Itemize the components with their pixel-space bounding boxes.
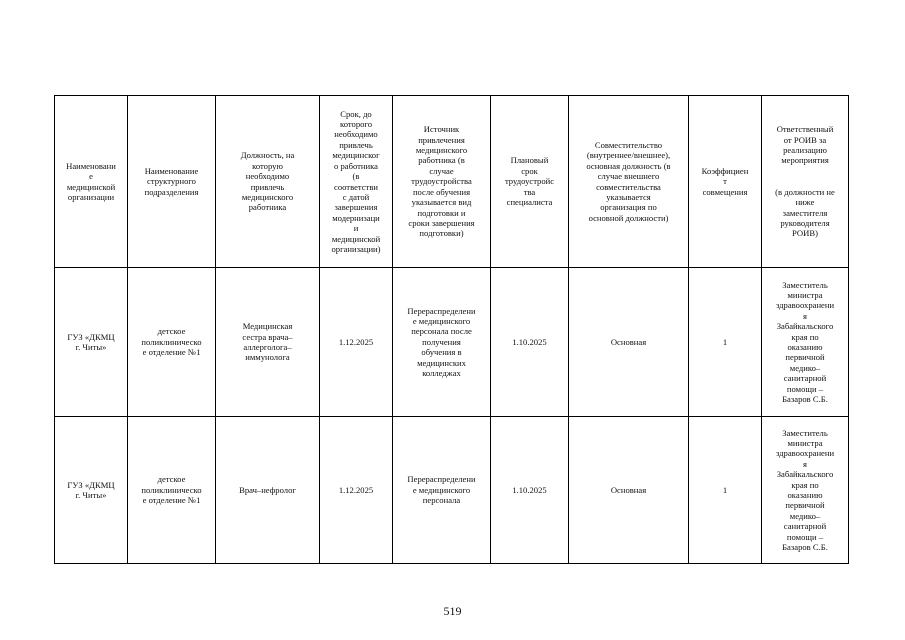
cell-position: Медицинская сестра врача– аллерголога– иммунолога — [216, 268, 320, 417]
table-row — [55, 417, 849, 564]
table-row — [55, 268, 849, 417]
cell-part-time-type: Основная — [569, 417, 689, 564]
header-planned-employment-date: Плановый срок трудоустройс тва специалиста — [491, 96, 569, 268]
header-position: Должность, на которую необходимо привлечь медицинского работника — [216, 96, 320, 268]
header-part-time-type: Совместительство (внутреннее/внешнее), основная должность (в случае внешнего совместительства указывается организация по основной должности) — [569, 96, 689, 268]
header-responsible-official: Ответственный от РОИВ за реализацию мероприятия (в должности не ниже заместителя руководителя РОИВ) — [762, 96, 849, 268]
header-recruitment-source: Источник привлечения медицинского работника (в случае трудоустройства после обучения указывается вид подготовки и сроки завершения подготовки) — [393, 96, 491, 268]
cell-deadline: 1.12.2025 — [320, 268, 393, 417]
cell-coefficient: 1 — [689, 268, 762, 417]
cell-organization: ГУЗ «ДКМЦ г. Читы» — [55, 268, 128, 417]
cell-organization: ГУЗ «ДКМЦ г. Читы» — [55, 417, 128, 564]
cell-structural-unit: детское поликлиническо е отделение №1 — [128, 417, 216, 564]
cell-position: Врач–нефролог — [216, 417, 320, 564]
staffing-table — [54, 95, 849, 564]
cell-planned-date: 1.10.2025 — [491, 268, 569, 417]
cell-recruitment-source: Перераспределени е медицинского персонала после получения обучения в медицинских колледжах — [393, 268, 491, 417]
cell-responsible-official: Заместитель министра здравоохранени я Забайкальского края по оказанию первичной медико– санитарной помощи – Базаров С.Б. — [762, 268, 849, 417]
header-deadline: Срок, до которого необходимо привлечь медицинског о работника (в соответстви с датой завершения модернизаци и медицинской организации) — [320, 96, 393, 268]
page-number: 519 — [443, 604, 462, 618]
header-structural-unit: Наименование структурного подразделения — [128, 96, 216, 268]
cell-recruitment-source: Перераспределени е медицинского персонала — [393, 417, 491, 564]
table-header-row — [55, 96, 849, 268]
header-combination-coefficient: Коэффициен т совмещения — [689, 96, 762, 268]
cell-structural-unit: детское поликлиническо е отделение №1 — [128, 268, 216, 417]
cell-part-time-type: Основная — [569, 268, 689, 417]
cell-coefficient: 1 — [689, 417, 762, 564]
header-organization-name: Наименовани е медицинской организации — [55, 96, 128, 268]
cell-deadline: 1.12.2025 — [320, 417, 393, 564]
cell-planned-date: 1.10.2025 — [491, 417, 569, 564]
cell-responsible-official: Заместитель министра здравоохранени я Забайкальского края по оказанию первичной медико– санитарной помощи – Базаров С.Б. — [762, 417, 849, 564]
